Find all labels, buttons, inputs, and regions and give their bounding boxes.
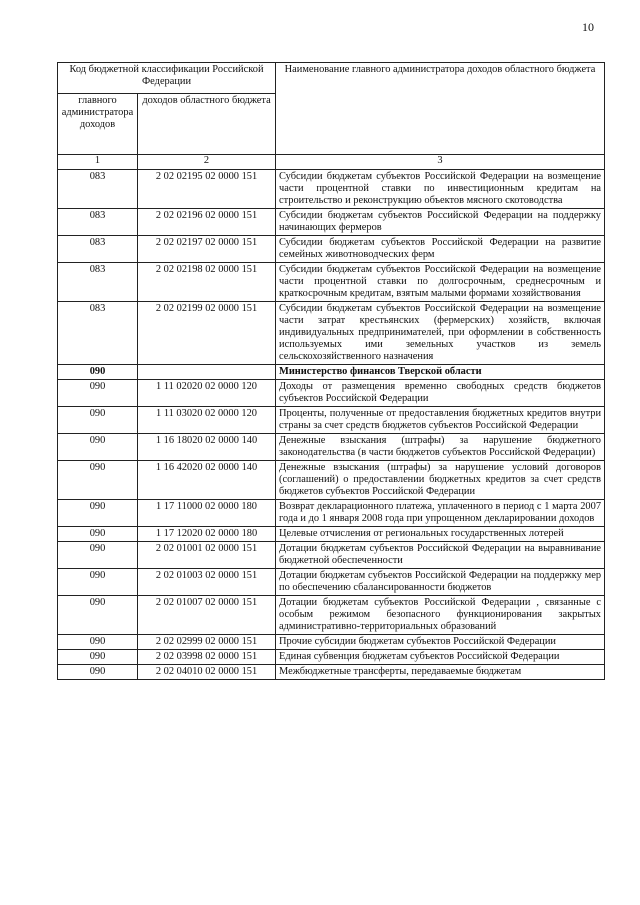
administrator-code: 090 [58,407,138,434]
header-name: Наименование главного администратора доходов областного бюджета [276,63,605,155]
page-number: 10 [582,20,594,34]
column-numbers-row [58,155,605,170]
column-number-3: 3 [276,155,605,170]
budget-code [138,365,276,380]
budget-code: 2 02 02197 02 0000 151 [138,236,276,263]
administrator-code: 090 [58,635,138,650]
administrator-code: 090 [58,596,138,635]
revenue-name: Возврат декларационного платежа, уплаченного в период с 1 марта 2007 года и до 1 января 2008 года при упрощенном декларировании доходов [276,500,605,527]
revenue-name: Единая субвенция бюджетам субъектов Российской Федерации [276,650,605,665]
revenue-name: Дотации бюджетам субъектов Российской Федерации на поддержку мер по обеспечению сбалансированности бюджетов [276,569,605,596]
administrator-code: 090 [58,542,138,569]
budget-code: 2 02 02195 02 0000 151 [138,170,276,209]
revenue-name: Дотации бюджетам субъектов Российской Федерации , связанные с особым режимом безопасного функционирования закрытых административно-территориальных образований [276,596,605,635]
budget-code: 1 11 03020 02 0000 120 [138,407,276,434]
administrator-code: 090 [58,380,138,407]
table-row [58,434,605,461]
table-row [58,380,605,407]
table-row [58,302,605,365]
administrator-code: 083 [58,263,138,302]
budget-code: 2 02 01003 02 0000 151 [138,569,276,596]
header-main-administrator: главного администратора доходов [58,94,138,155]
budget-code: 2 02 02999 02 0000 151 [138,635,276,650]
revenue-name: Субсидии бюджетам субъектов Российской Федерации на возмещение части затрат крестьянских (фермерских) хозяйств, включая индивидуальных предпринимателей, при оформлении в собственность используемых ими земельных участков из земель сельскохозяйственного назначения [276,302,605,365]
table-row [58,263,605,302]
table-row [58,542,605,569]
table-row [58,650,605,665]
table-row [58,170,605,209]
budget-code: 2 02 01001 02 0000 151 [138,542,276,569]
administrator-code: 090 [58,434,138,461]
table-row [58,407,605,434]
budget-code: 2 02 02198 02 0000 151 [138,263,276,302]
revenue-name: Денежные взыскания (штрафы) за нарушение условий договоров (соглашений) о предоставлении бюджетных кредитов за счет средств бюджетов субъектов Российской Федерации [276,461,605,500]
table-row [58,635,605,650]
administrator-code: 083 [58,302,138,365]
administrator-code: 083 [58,236,138,263]
table-row [58,596,605,635]
revenue-name: Доходы от размещения временно свободных средств бюджетов субъектов Российской Федерации [276,380,605,407]
column-number-2: 2 [138,155,276,170]
budget-code: 2 02 04010 02 0000 151 [138,665,276,680]
revenue-name: Министерство финансов Тверской области [276,365,605,380]
column-number-1: 1 [58,155,138,170]
table-row [58,365,605,380]
revenue-name: Субсидии бюджетам субъектов Российской Федерации на поддержку начинающих фермеров [276,209,605,236]
header-regional-revenue: доходов областного бюджета [138,94,276,155]
budget-code: 1 16 18020 02 0000 140 [138,434,276,461]
table-row [58,569,605,596]
table-row [58,527,605,542]
administrator-code: 083 [58,170,138,209]
administrator-code: 090 [58,665,138,680]
table-row [58,209,605,236]
administrator-code: 090 [58,365,138,380]
administrator-code: 090 [58,527,138,542]
budget-code: 2 02 03998 02 0000 151 [138,650,276,665]
table-row [58,236,605,263]
table-row [58,500,605,527]
budget-classification-table [57,62,605,680]
administrator-code: 090 [58,461,138,500]
budget-code: 2 02 02199 02 0000 151 [138,302,276,365]
budget-code: 1 16 42020 02 0000 140 [138,461,276,500]
header-classification-code: Код бюджетной классификации Российской Федерации [58,63,276,94]
revenue-name: Целевые отчисления от региональных государственных лотерей [276,527,605,542]
revenue-name: Субсидии бюджетам субъектов Российской Федерации на возмещение части процентной ставки по долгосрочным, среднесрочным и краткосрочным кредитам, взятым малыми формами хозяйствования [276,263,605,302]
revenue-name: Субсидии бюджетам субъектов Российской Федерации на возмещение части процентной ставки по инвестиционным кредитам на строительство и реконструкцию объектов мясного скотоводства [276,170,605,209]
administrator-code: 090 [58,569,138,596]
revenue-name: Прочие субсидии бюджетам субъектов Российской Федерации [276,635,605,650]
revenue-name: Дотации бюджетам субъектов Российской Федерации на выравнивание бюджетной обеспеченности [276,542,605,569]
revenue-name: Межбюджетные трансферты, передаваемые бюджетам [276,665,605,680]
revenue-name: Денежные взыскания (штрафы) за нарушение бюджетного законодательства (в части бюджетов субъектов Российской Федерации) [276,434,605,461]
budget-code: 1 11 02020 02 0000 120 [138,380,276,407]
budget-code: 1 17 12020 02 0000 180 [138,527,276,542]
budget-code: 2 02 02196 02 0000 151 [138,209,276,236]
administrator-code: 090 [58,650,138,665]
revenue-name: Субсидии бюджетам субъектов Российской Федерации на развитие семейных животноводческих ферм [276,236,605,263]
budget-code: 1 17 11000 02 0000 180 [138,500,276,527]
revenue-name: Проценты, полученные от предоставления бюджетных кредитов внутри страны за счет средств бюджетов субъектов Российской Федерации [276,407,605,434]
table-row [58,461,605,500]
table-row [58,665,605,680]
administrator-code: 090 [58,500,138,527]
budget-code: 2 02 01007 02 0000 151 [138,596,276,635]
administrator-code: 083 [58,209,138,236]
